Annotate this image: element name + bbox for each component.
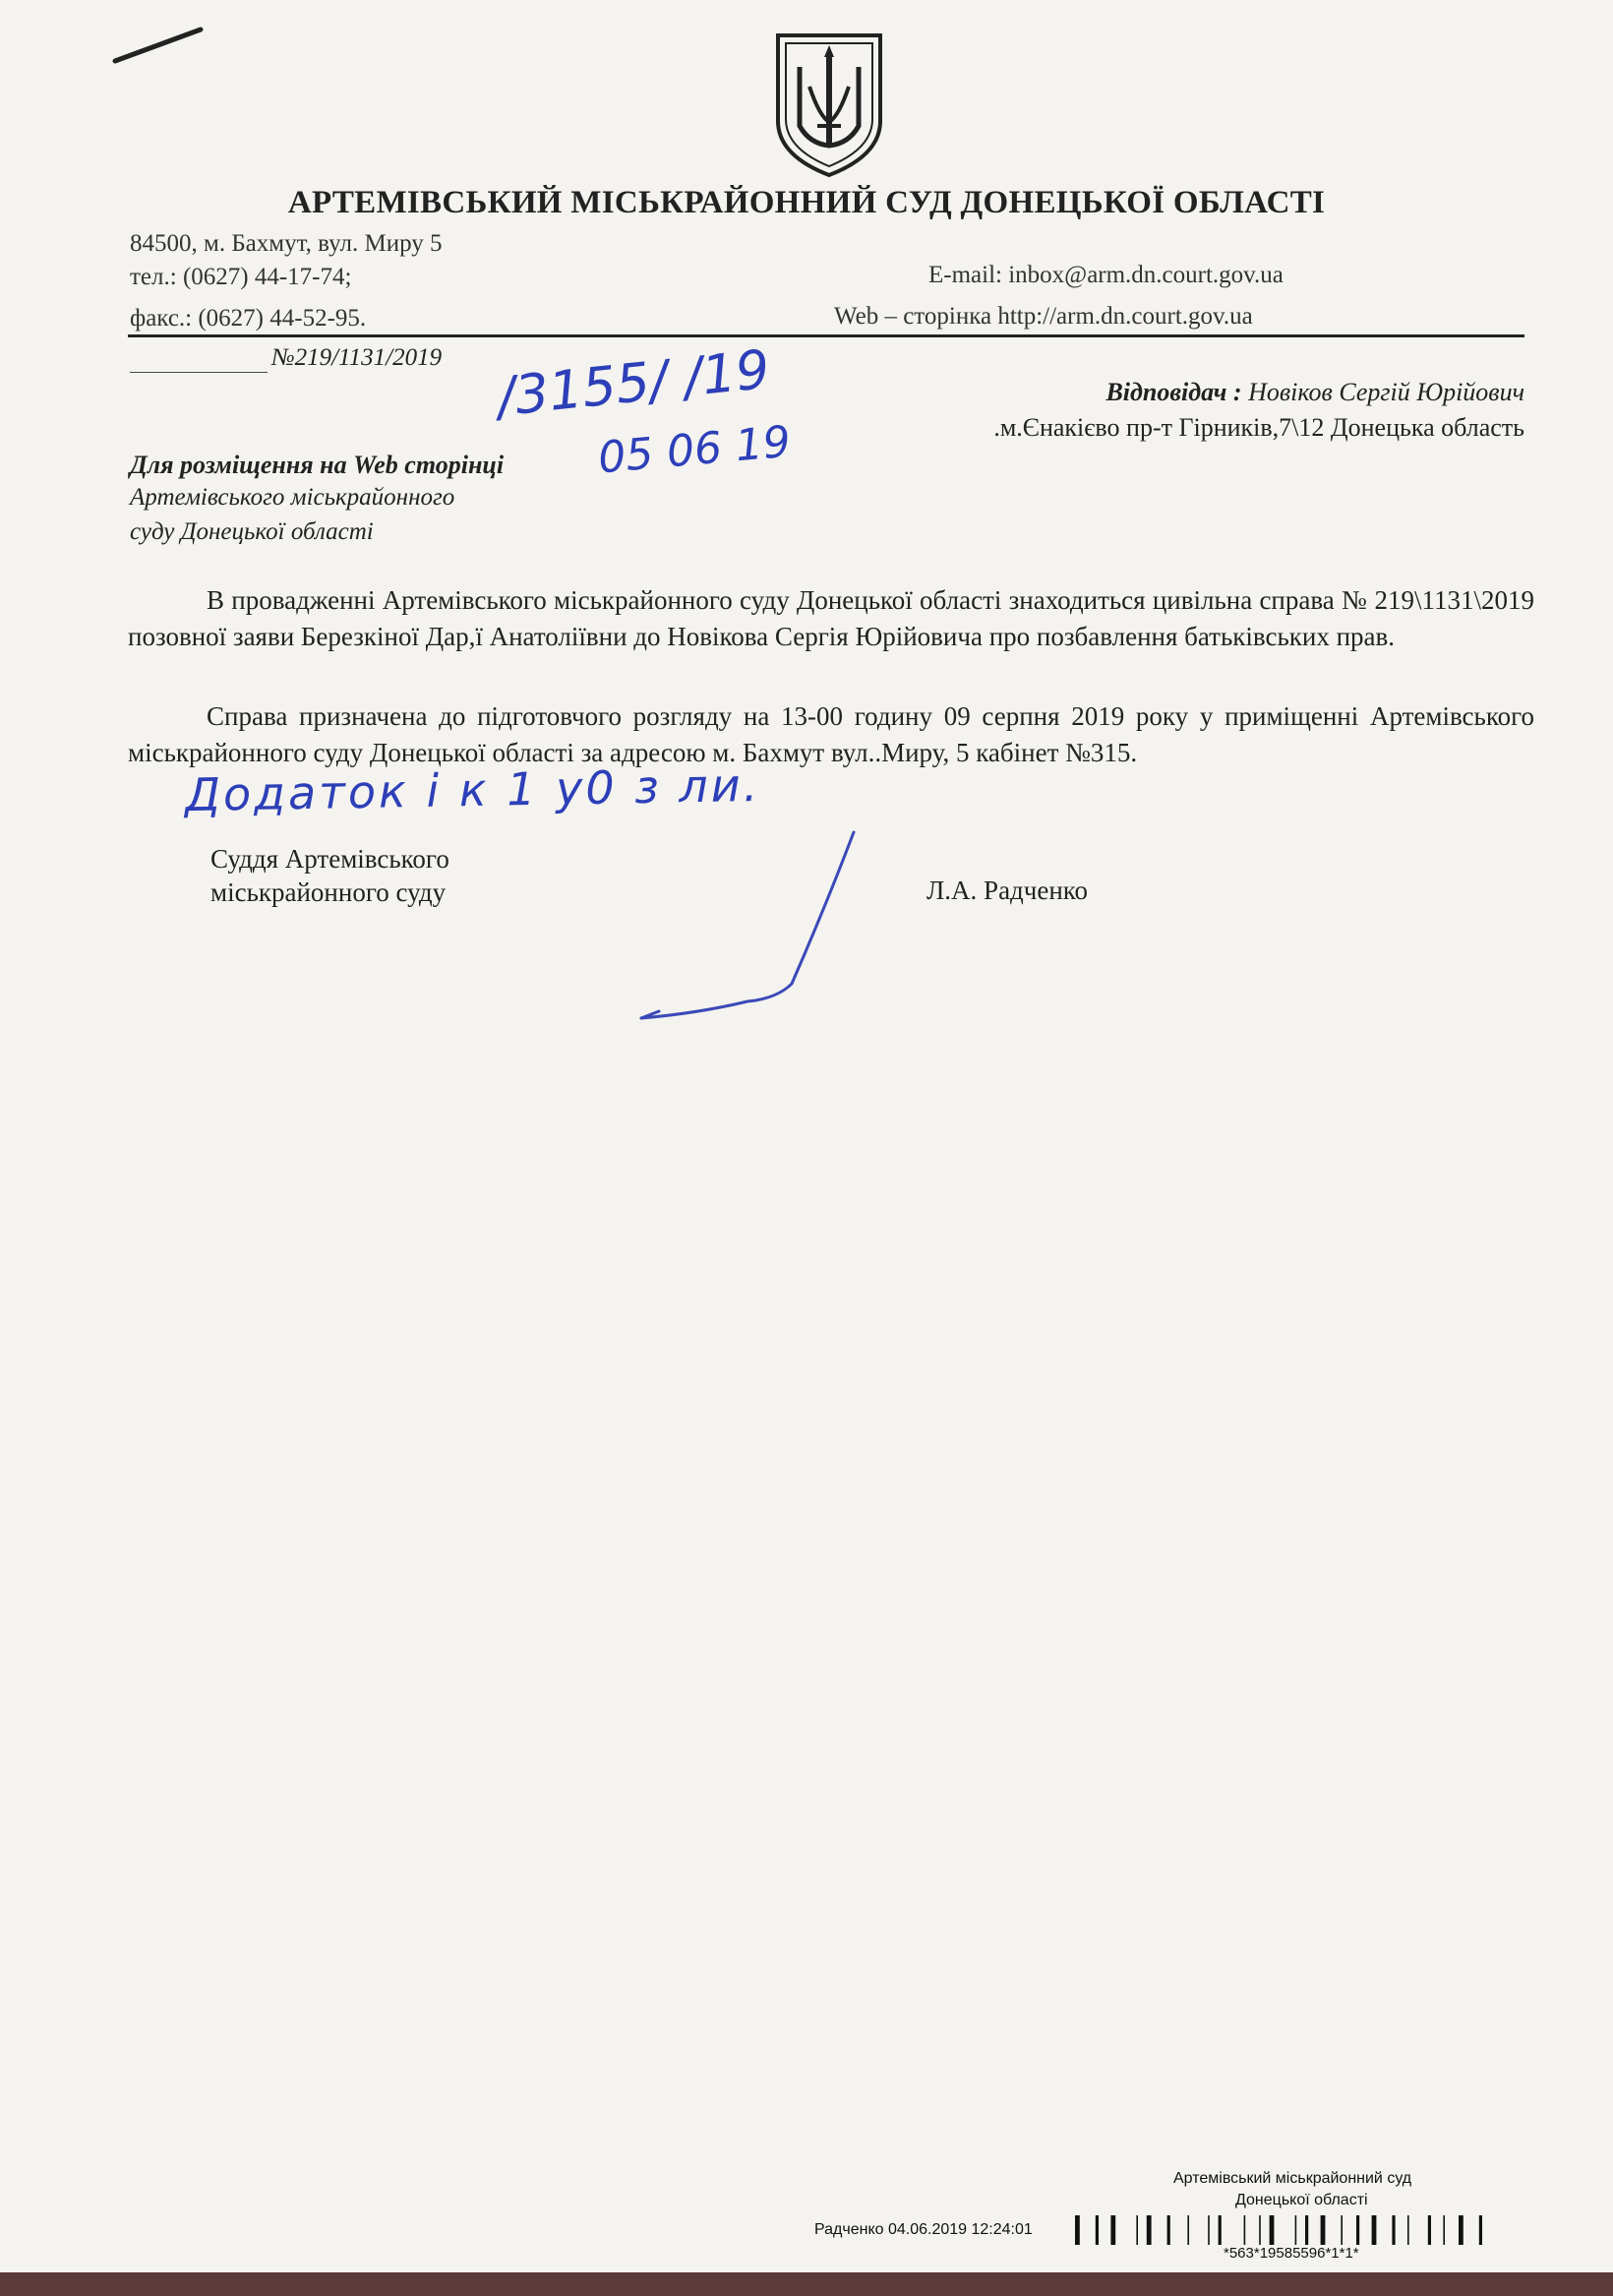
web-placement-line3: суду Донецької області	[130, 518, 374, 545]
pen-mark	[110, 22, 209, 71]
court-web: Web – сторінка http://arm.dn.court.gov.ua	[834, 303, 1253, 330]
barcode-graphic	[1075, 2215, 1554, 2245]
footer-court-line1: Артемівський міськрайонний суд	[1173, 2170, 1412, 2187]
body-paragraph-1: В провадженні Артемівського міськрайонного суду Донецької області знаходиться цивільна справа № 219\1131\2019 позовної заяви Березкіної Дар,ї Анатоліївни до Новікова Сергія Юрійовича про позбавлення батьківських прав.	[128, 585, 1534, 651]
court-address: 84500, м. Бахмут, вул. Миру 5	[130, 230, 443, 257]
web-placement-line2: Артемівського міськрайонного	[130, 484, 455, 511]
court-phone: тел.: (0627) 44-17-74;	[130, 264, 352, 290]
court-title: АРТЕМІВСЬКИЙ МІСЬКРАЙОННИЙ СУД ДОНЕЦЬКОЇ ОБЛАСТІ	[287, 185, 1326, 220]
footer-barcode-text: *563*19585596*1*1*	[1224, 2245, 1359, 2262]
scan-bottom-edge	[0, 2272, 1613, 2296]
court-email: E-mail: inbox@arm.dn.court.gov.ua	[928, 262, 1284, 288]
handwritten-signature	[629, 816, 866, 1033]
footer-stamp: Радченко 04.06.2019 12:24:01	[814, 2221, 1033, 2238]
court-fax: факс.: (0627) 44-52-95.	[130, 305, 367, 332]
recipient-line	[1105, 378, 1524, 407]
coat-of-arms-emblem	[770, 28, 888, 180]
recipient-address: .м.Єнакієво пр-т Гірників,7\12 Донецька область	[993, 413, 1524, 442]
header-divider	[128, 334, 1524, 337]
handwritten-incoming-date: 05 06 19	[596, 416, 793, 484]
judge-title-line2: міськрайонного суду	[210, 877, 447, 907]
registration-number: №219/1131/2019	[271, 344, 443, 371]
judge-title-line1: Суддя Артемівського	[210, 844, 449, 874]
recipient-name: Новіков Сергій Юрійович	[1248, 378, 1524, 406]
body-paragraph-2: Справа призначена до підготовчого розгляду на 13-00 годину 09 серпня 2019 року у приміщенні Артемівського міськрайонного суду Донецької області за адресою м. Бахмут вул..Миру, 5 кабінет №315.	[128, 701, 1534, 767]
handwritten-incoming-number: /3155/ /19	[494, 337, 773, 429]
web-placement-heading: Для розміщення на Web сторінці	[130, 451, 505, 479]
handwritten-note: Додаток і к 1 у0 з ли.	[184, 757, 761, 822]
judge-name: Л.А. Радченко	[926, 876, 1089, 905]
footer-court-line2: Донецької області	[1235, 2192, 1368, 2208]
registration-underline	[130, 372, 268, 373]
recipient-label: Відповідач :	[1105, 378, 1242, 406]
